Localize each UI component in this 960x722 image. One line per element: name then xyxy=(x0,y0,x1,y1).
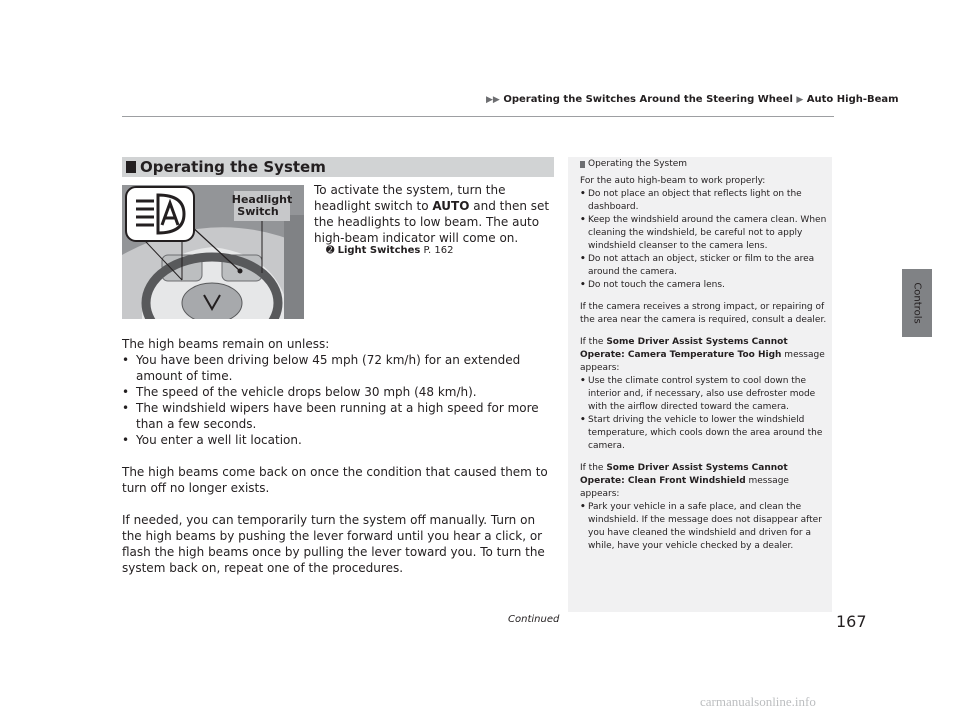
conditions-list xyxy=(122,352,558,448)
list-item: • Do not touch the camera lens. xyxy=(580,279,828,292)
sidebar-tips xyxy=(580,188,828,292)
page-number: 167 xyxy=(836,612,867,631)
remain-intro: The high beams remain on unless: xyxy=(122,337,330,351)
list-item: • Do not place an object that reflects light on the dashboard. xyxy=(580,188,828,214)
list-item: • You have been driving below 45 mph (72 km/h) for an extended amount of time. xyxy=(122,352,558,384)
paragraph: The high beams come back on once the condition that caused them to turn off no longer exists. xyxy=(122,465,548,495)
list-item: • Do not attach an object, sticker or film to the area around the camera. xyxy=(580,253,828,279)
steering-wheel-illustration xyxy=(122,185,304,319)
xref-arrow-icon: ➋ xyxy=(326,245,335,256)
sidebar-intro: For the auto high-beam to work properly: xyxy=(580,176,766,186)
list-item: • Park your vehicle in a safe place, and clean the windshield. If the message does not disappear after you have cleaned the windshield and driven for a while, have your vehicle checked by a dealer. xyxy=(580,501,828,553)
xref-label[interactable]: Light Switches xyxy=(337,245,421,256)
cross-reference[interactable] xyxy=(326,245,453,256)
list-item: • Keep the windshield around the camera clean. When cleaning the windshield, be careful not to apply windshield cleanser to the camera lens. xyxy=(580,214,828,253)
section-title: Operating the System xyxy=(140,158,326,176)
list-item: • Use the climate control system to cool down the interior and, if necessary, also use defroster mode with the airflow directed toward the camera. xyxy=(580,375,828,414)
message-tips xyxy=(580,375,828,453)
message-note: If the Some Driver Assist Systems Cannot Operate: Camera Temperature Too High message appears: xyxy=(580,337,825,373)
dashboard-illustration xyxy=(122,185,304,319)
notes-sidebar xyxy=(568,157,832,612)
breadcrumb-arrow-icon: ▶▶ xyxy=(486,95,500,105)
watermark: carmanualsonline.info xyxy=(700,694,816,709)
breadcrumb xyxy=(486,94,899,105)
continued-label: Continued xyxy=(508,614,560,625)
headlight-label-line2: Switch xyxy=(237,205,279,218)
list-item: • The speed of the vehicle drops below 30 mph (48 km/h). xyxy=(122,384,558,400)
headlight-label-line1: Headlight xyxy=(231,193,293,206)
message-tips xyxy=(580,501,828,553)
header-divider xyxy=(122,116,834,117)
chapter-tab-label: Controls xyxy=(911,282,923,324)
xref-page: P. 162 xyxy=(420,245,454,256)
auto-keyword: AUTO xyxy=(432,199,470,213)
sidebar-title: Operating the System xyxy=(580,159,687,169)
paragraph: If needed, you can temporarily turn the system off manually. Turn on the high beams by pushing the lever forward until you hear a click, or flash the high beams once by pulling the lever toward you. To turn the system back on, repeat one of the procedures. xyxy=(122,513,545,575)
main-body xyxy=(122,336,558,576)
section-heading xyxy=(122,157,554,177)
breadcrumb-section[interactable]: Operating the Switches Around the Steering Wheel xyxy=(503,94,793,105)
sidebar-square-icon xyxy=(580,161,585,168)
list-item: • The windshield wipers have been running at a high speed for more than a few seconds. xyxy=(122,400,558,432)
impact-note: If the camera receives a strong impact, or repairing of the area near the camera is required, consult a dealer. xyxy=(580,302,827,325)
section-square-icon xyxy=(126,161,136,173)
list-item: • You enter a well lit location. xyxy=(122,432,558,448)
list-item: • Start driving the vehicle to lower the windshield temperature, which cools down the area around the camera. xyxy=(580,414,828,453)
breadcrumb-topic[interactable]: Auto High-Beam xyxy=(806,94,899,105)
breadcrumb-arrow-icon: ▶ xyxy=(796,95,804,105)
message-note: If the Some Driver Assist Systems Cannot Operate: Clean Front Windshield message appears: xyxy=(580,463,789,499)
intro-paragraph: To activate the system, turn the headlight switch to AUTO and then set the headlights to low beam. The auto high-beam indicator will come on. xyxy=(314,183,550,245)
